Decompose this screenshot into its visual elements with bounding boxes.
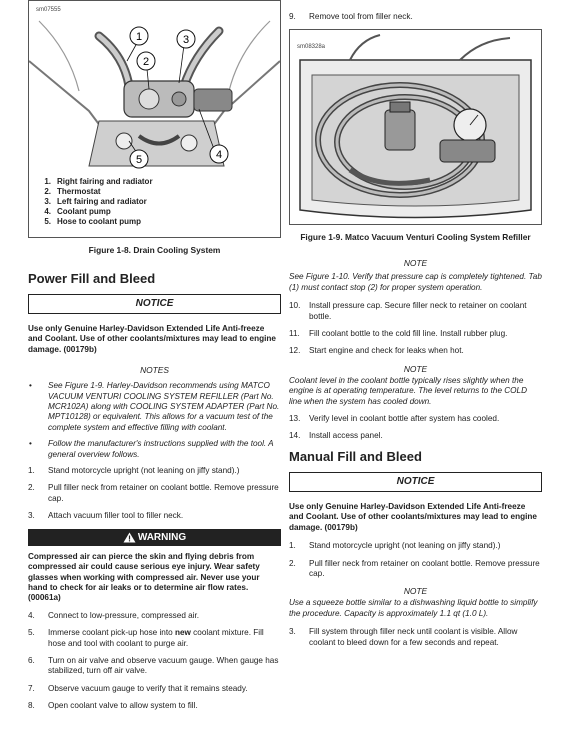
steps-list-f (289, 627, 542, 648)
callout-4 (210, 145, 228, 163)
legend-item: 3. Left fairing and radiator (44, 197, 147, 206)
step-item: 11. Fill coolant bottle to the cold fill line. Install rubber plug. (289, 329, 508, 339)
section-heading-manual-fill: Manual Fill and Bleed (289, 448, 422, 464)
refiller-illustration (290, 30, 541, 224)
bullet-icon: • (29, 381, 32, 391)
callout-1 (130, 27, 148, 45)
svg-text:1: 1 (135, 31, 143, 43)
warning-title: WARNING (137, 531, 187, 543)
steps-list-c (289, 301, 542, 357)
callout-3 (177, 30, 195, 48)
legend-item: 4. Coolant pump (44, 207, 111, 216)
bullet-icon: • (29, 439, 32, 449)
note-text: Coolant level in the coolant bottle typically rises slightly when the engine is at operating temperature. The level returns to the COLD line when the system has cooled down. (289, 375, 528, 406)
steps-list-e (289, 541, 542, 579)
note-title: NOTE (403, 363, 428, 374)
legend-item: 1. Right fairing and radiator (44, 177, 153, 186)
note-title: NOTE (403, 258, 428, 269)
step-item: 7. Observe vacuum gauge to verify that it remains steady. (28, 683, 248, 693)
svg-text:2: 2 (142, 56, 150, 68)
left-column (28, 0, 281, 719)
svg-text:4: 4 (215, 149, 223, 161)
notes-title: NOTES (140, 365, 169, 376)
warning-triangle-icon (123, 532, 136, 543)
warning-text: Compressed air can pierce the skin and flying debris from compressed air could cause serious eye injury. Wear safety glasses when working with compressed air. Never use your hand to check for air leaks or to determine air flow rates. (00061a) (28, 551, 260, 603)
figure-tag: sm07555 (36, 7, 61, 13)
step-item: 14. Install access panel. (289, 431, 383, 441)
figure-drain-cooling-system (28, 0, 281, 238)
notes-list (28, 381, 281, 460)
notice-banner: NOTICE (289, 472, 542, 492)
callout-2 (137, 52, 155, 70)
figure-tag: sm08328a (297, 44, 326, 51)
step-item: 9. Remove tool from filler neck. (289, 12, 413, 21)
warning-banner (28, 529, 281, 546)
figure-legend (29, 171, 280, 227)
notice-text: Use only Genuine Harley-Davidson Extended Life Anti-freeze and Coolant. Use of other coolants/mixtures may lead to engine damage. (00179b) (28, 324, 276, 354)
section-heading-power-fill: Power Fill and Bleed (28, 271, 156, 286)
callout-5 (130, 150, 148, 168)
step-item: 8. Open coolant valve to allow system to fill. (28, 701, 198, 711)
svg-text:3: 3 (182, 34, 190, 46)
step-item: 12. Start engine and check for leaks when hot. (289, 346, 464, 356)
figure-caption: Figure 1-9. Matco Vacuum Venturi Cooling System Refiller (300, 232, 531, 243)
step-item: 5. Immerse coolant pick-up hose into new coolant mixture. Fill hose and tool with coolant to purge air. (28, 628, 264, 648)
steps-list-a (28, 466, 281, 522)
step-item: 13. Verify level in coolant bottle after system has cooled. (289, 414, 500, 424)
legend-item: 5. Hose to coolant pump (44, 217, 141, 226)
step-item: 1. Stand motorcycle upright (not leaning on jiffy stand).) (289, 541, 501, 551)
notice-text: Use only Genuine Harley-Davidson Extended Life Anti-freeze and Coolant. Use of other coolants/mixtures may lead to engine damage. (00179b) (289, 501, 537, 532)
notice-banner: NOTICE (28, 294, 281, 314)
step-item: 4. Connect to low-pressure, compressed air. (28, 610, 200, 620)
right-column (289, 12, 542, 655)
legend-item: 2. Thermostat (44, 187, 101, 196)
svg-text:5: 5 (135, 154, 143, 166)
figure-matco-refiller (289, 29, 542, 225)
note-item: • See Figure 1-9. Harley-Davidson recommends using MATCO VACUUM VENTURI COOLING SYSTEM REFILLER (Part No. MCR102A) along with COOLING SYSTEM ADAPTER (Part No. MPT10128) or equivalent. This allows for a vacuum test of the complete system and effective filling with coolant. (29, 381, 280, 432)
note-text: See Figure 1-10. Verify that pressure cap is completely tightened. Tab (1) must contact stop (2) for proper system operation. (289, 272, 542, 292)
note-title: NOTE (403, 586, 428, 597)
step-item: 3. Attach vacuum filler tool to filler neck. (28, 511, 184, 521)
note-item: • Follow the manufacturer's instructions supplied with the tool. A general overview follows. (29, 439, 274, 459)
step-item: 10. Install pressure cap. Secure filler neck to retainer on coolant bottle. (289, 301, 527, 321)
steps-list-d (289, 414, 542, 442)
step-item: 2. Pull filler neck from retainer on coolant bottle. Remove pressure cap. (28, 483, 279, 503)
figure-caption: Figure 1-8. Drain Cooling System (88, 245, 221, 255)
engine-illustration (29, 1, 280, 171)
step-item: 2. Pull filler neck from retainer on coolant bottle. Remove pressure cap. (289, 558, 540, 578)
steps-list-b (28, 611, 281, 712)
step-item: 1. Stand motorcycle upright (not leaning on jiffy stand).) (28, 466, 240, 476)
step-item: 6. Turn on air valve and observe vacuum gauge. When gauge has stabilized, turn off air valve. (28, 655, 279, 676)
step-item: 3. Fill system through filler neck until coolant is visible. Allow coolant to bleed down for a few seconds and repeat. (289, 627, 518, 647)
note-text: Use a squeeze bottle similar to a dishwashing liquid bottle to simplify the procedure. Capacity is approximately 1.1 qt (1.0 L). (289, 598, 538, 618)
step-9 (289, 12, 542, 22)
